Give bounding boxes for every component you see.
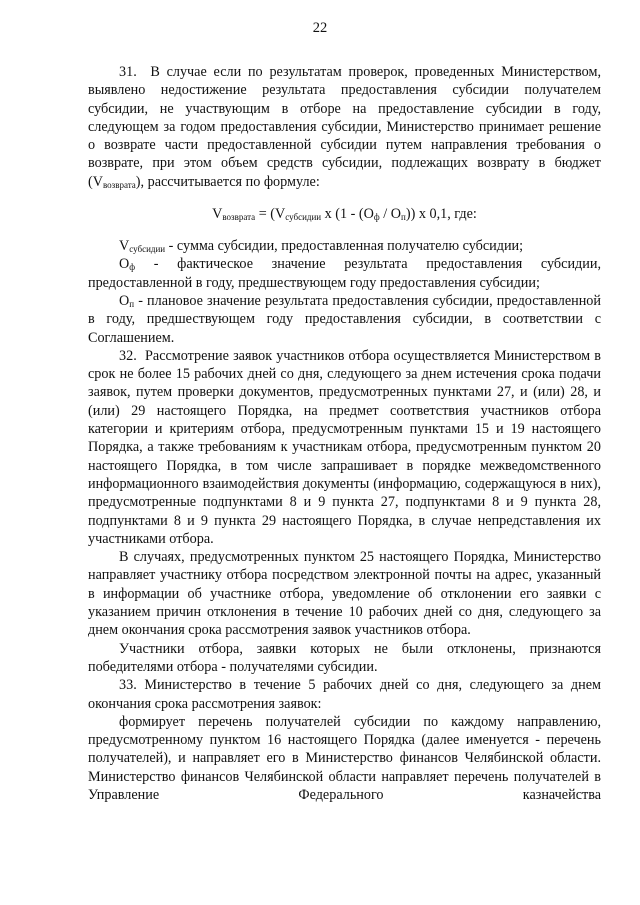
paragraph-forms: формирует перечень получателей субсидии по каждому направлению, предусмотренному пунктом 16 настоящего Порядка (далее именуется - перечень получателей), и направляет его в Министерство финансов Челябинской области. Министерство финансов Челябинской области направляет перечень получателей в Управление Федерального казначейства <box>88 713 601 803</box>
formula-part: )) x 0,1, где: <box>405 206 477 223</box>
formula-part: x (1 - (O <box>321 206 374 223</box>
formula-sub: п <box>401 212 406 223</box>
formula <box>88 205 601 223</box>
definition-text: - фактическое значение результата предоставления субсидии, предоставленной в году, предшествующем году предоставления субсидии; <box>88 256 601 291</box>
formula-sub: субсидии <box>285 212 322 223</box>
paragraph-31-end: ), рассчитывается по формуле: <box>135 173 320 190</box>
paragraph-31-subscript: возврата <box>102 179 136 190</box>
formula-sub: ф <box>373 212 380 223</box>
paragraph-31-text: 31. В случае если по результатам проверок, проведенных Министерством, выявлено недостижение результата предоставления субсидии получателем субсидии, не участвующим в отборе на предоставление субсидии в году, следующем за годом предоставления субсидии, Министерство принимает решение о возврате части предоставленной субсидии путем направления требования о возврате, при этом объем средств субсидии, подлежащих возврату в бюджет (V <box>88 64 601 190</box>
paragraph-winners: Участники отбора, заявки которых не были отклонены, признаются победителями отбора - получателями субсидии. <box>88 640 601 675</box>
formula-part: / O <box>379 206 402 223</box>
paragraph-31 <box>88 63 601 191</box>
definition-v-subsidy <box>88 237 601 255</box>
paragraph-33: 33. Министерство в течение 5 рабочих дней со дня, следующего за днем окончания срока рассмотрения заявок: <box>88 677 601 712</box>
definition-text: - сумма субсидии, предоставленная получателю субсидии; <box>165 238 524 255</box>
definition-symbol: O <box>119 256 130 273</box>
formula-part: V <box>212 206 223 223</box>
definition-sub: ф <box>129 262 136 273</box>
paragraph-32: 32. Рассмотрение заявок участников отбора осуществляется Министерством в срок не более 15 рабочих дней со дня, следующего за днем истечения срока подачи заявок, путем проверки документов, предусмотренных пунктами 27, и (или) 28, и (или) 29 настоящего Порядка, на предмет соответствия участников отбора категории и критериям отбора, предусмотренным пунктами 15 и 19 настоящего Порядка, а также требованиям к участникам отбора, предусмотренным пунктом 20 настоящего Порядка, в том числе запрашивает в порядке межведомственного информационного взаимодействия документы (информацию, содержащуюся в них), предусмотренные подпунктами 8 и 9 пункта 27, подпунктами 8 и 9 пункта 28, подпунктами 8 и 9 пункта 29 настоящего Порядка, в случае непредставления их участниками отбора. <box>88 347 601 547</box>
formula-part: = (V <box>255 206 286 223</box>
definition-symbol: O <box>119 292 130 309</box>
paragraph-cases: В случаях, предусмотренных пунктом 25 настоящего Порядка, Министерство направляет участнику отбора посредством электронной почты на адрес, указанный в информации об участнике отбора, уведомление об отклонении его заявки с указанием причин отклонения в течение 10 рабочих дней со дня, следующего за днем окончания срока рассмотрения заявок участников отбора. <box>88 549 601 639</box>
definition-o-fact <box>88 255 601 292</box>
page-number: 22 <box>312 20 328 36</box>
definition-text: - плановое значение результата предоставления субсидии, предоставленной в году, предшествующем году предоставления субсидии, в соответствии с Соглашением. <box>88 292 601 346</box>
definition-sub: п <box>129 298 135 309</box>
definition-sub: субсидии <box>129 244 166 255</box>
definition-o-plan <box>88 292 601 347</box>
document-body <box>88 63 601 804</box>
formula-sub: возврата <box>222 212 256 223</box>
definition-symbol: V <box>119 238 130 255</box>
